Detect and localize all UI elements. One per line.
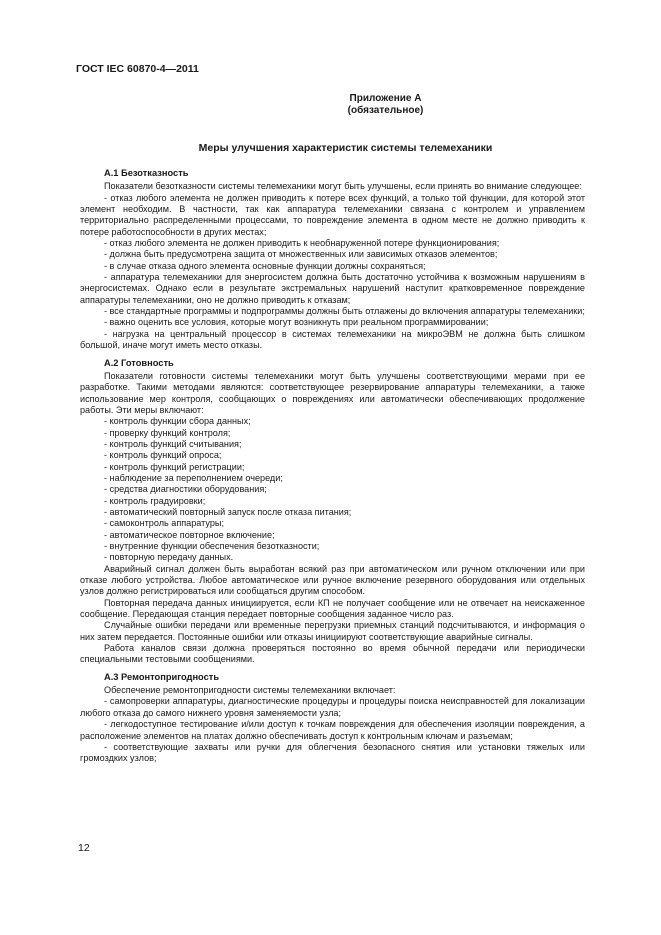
paragraph: Повторная передача данных инициируется, если КП не получает сообщение или не отвечает на неискаженное сообщение. Передающая станция передает повторные сообщения заданное число раз. xyxy=(80,597,585,620)
paragraph: - внутренние функции обеспечения безотказности; xyxy=(104,541,320,551)
paragraph: - контроль градуировки; xyxy=(104,495,206,506)
paragraph: - контроль функции сбора данных; xyxy=(104,416,251,427)
paragraph: - отказ любого элемента не должен приводить к потере всех функций, а только той функции, для которой этот элемент необходим. В частности, так как аппаратура телемеханики связана с контролем и управлением территориально распределенными процессами, то повреждение элемента в одном месте не должно приводить к потере работоспособности в других местах; xyxy=(80,192,585,237)
paragraph: - соответствующие захваты или ручки для облегчения безопасного снятия или установки тяжелых или громоздких узлов; xyxy=(80,741,585,764)
paragraph: - в случае отказа одного элемента основные функции должны сохраняться; xyxy=(104,260,426,271)
paragraph: - средства диагностики оборудования; xyxy=(104,484,267,495)
annex-heading xyxy=(0,93,661,117)
paragraph: - аппаратура телемеханики для энергосистем должна быть достаточно устойчива к возможным нарушениям в энергосистемах. Однако если в результате экстремальных нарушений наступит кратковременное повреждение аппаратуры телемеханики, оно не должно приводить к отказам; xyxy=(80,272,585,305)
paragraph: Обеспечение ремонтопригодности системы телемеханики включает: xyxy=(104,685,396,696)
paragraph: - самоконтроль аппаратуры; xyxy=(104,518,224,529)
annex-label: Приложение А xyxy=(349,93,422,104)
paragraph: - контроль функций считывания; xyxy=(104,438,242,449)
annex-status: (обязательное) xyxy=(347,105,424,116)
paragraph: - все стандартные программы и подпрограммы должны быть отлажены до включения аппаратуры телемеханики; xyxy=(104,306,585,317)
paragraph: - нагрузка на центральный процессор в системах телемеханики на микроЭВМ не должна быть слишком большой, иначе могут иметь место отказы. xyxy=(80,328,585,351)
paragraph: - автоматическое повторное включение; xyxy=(104,529,275,540)
paragraph: - повторную передачу данных. xyxy=(104,552,234,563)
paragraph: - должна быть предусмотрена защита от множественных или зависимых отказов элементов; xyxy=(104,249,498,260)
paragraph: Аварийный сигнал должен быть выработан всякий раз при автоматическом или ручном отключении или при отказе любого устройства. Любое автоматическое или ручное включение резервного оборудования или отдельных узлов должно регистрироваться или сообщаться другим способом. xyxy=(80,563,585,597)
paragraph: - самопроверки аппаратуры, диагностические процедуры и процедуры поиска неисправностей для локализации любого отказа до самого нижнего уровня заменяемости узла; xyxy=(80,696,585,718)
paragraph: - отказ любого элемента не должен приводить к необнаруженной потере функционирования; xyxy=(104,238,500,249)
document-body xyxy=(80,168,585,765)
annex-title: Меры улучшения характеристик системы телемеханики xyxy=(198,142,493,154)
section-heading: А.2 Готовность xyxy=(104,357,174,368)
section-heading: А.1 Безотказность xyxy=(104,168,189,178)
paragraph: - контроль функций регистрации; xyxy=(104,461,245,472)
document-code: ГОСТ IEC 60870-4—2011 xyxy=(76,63,199,75)
page-number: 12 xyxy=(78,842,90,854)
paragraph: - важно оценить все условия, которые могут возникнуть при реальном программировании; xyxy=(104,317,489,328)
paragraph: Работа каналов связи должна проверяться постоянно во время обычной передачи или периодически специальными тестовыми сообщениями. xyxy=(80,643,585,665)
paragraph: - автоматический повторный запуск после отказа питания; xyxy=(104,506,352,517)
paragraph: Случайные ошибки передачи или временные перегрузки приемных станций подсчитываются, и информация о них затем передается. Постоянные ошибки или отказы инициируют соответствующие аварийные сигналы. xyxy=(80,620,585,642)
paragraph: - легкодоступное тестирование и/или доступ к точкам повреждения для обеспечения изоляции повреждения, а расположение элементов на платах должно обеспечивать доступ к контрольным ключам и разъемам; xyxy=(80,719,585,741)
paragraph: - наблюдение за переполнением очереди; xyxy=(104,472,283,483)
section-heading: А.3 Ремонтопригодность xyxy=(104,671,220,682)
paragraph: - контроль функций опроса; xyxy=(104,450,222,461)
paragraph: - проверку функций контроля; xyxy=(104,427,231,438)
paragraph: Показатели готовности системы телемеханики могут быть улучшены соответствующими мерами при ее разработке. Такими методами являются: соответствующее резервирование аппаратуры телемеханики, а также использование мер контроля, сообщающих о повреждениях или автоматически обеспечивающих продолжение работы. Эти меры включают: xyxy=(80,370,585,415)
paragraph: Показатели безотказности системы телемеханики могут быть улучшены, если принять во внимание следующее: xyxy=(104,181,582,192)
